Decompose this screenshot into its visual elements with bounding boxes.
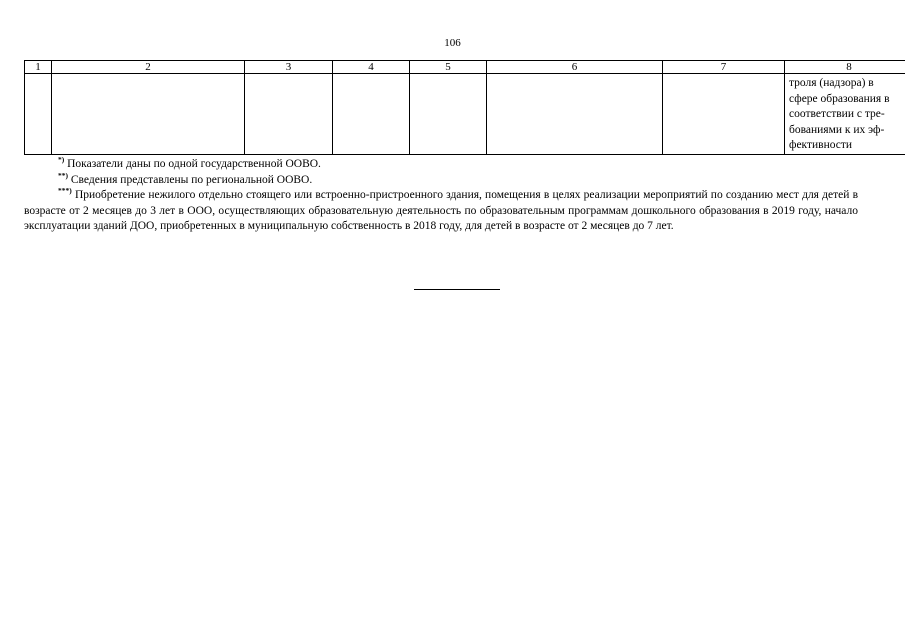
table-header-cell: 7 [663,61,785,74]
table-header-cell: 8 [785,61,905,74]
cell-text-line: троля (надзора) в [789,77,874,89]
cell-text-line: соответствии с тре- [789,108,885,121]
footnotes [24,155,858,235]
cell-text-line: бованиями к их эф- [789,123,885,136]
table-cell [245,74,333,155]
table-cell [25,74,52,155]
footnote-text: Показатели даны по одной государственной ООВО. [67,158,321,170]
table-header-row [25,61,905,74]
table-cell [410,74,487,155]
table-header-cell: 3 [245,61,333,74]
cell-text-line: фективности [789,139,853,152]
table-row [25,74,905,155]
table-header-cell: 2 [52,61,245,74]
footnote-2 [58,170,858,189]
data-table [24,60,905,155]
table-header-cell: 6 [487,61,663,74]
table-cell [52,74,245,155]
footnote-3 [24,188,858,235]
table-cell-col8 [785,74,905,155]
table-cell [487,74,663,155]
footnote-text: Приобретение нежилого отдельно стоящего или встроенно-пристроенного здания, помещения в целях реализации мероприятий по созданию мест для детей в возрасте от 2 месяцев до 3 лет в ООО, осуществляющих образовательную деятельность по образовательным программам дошкольного образования в 2019 году, начало эксплуатации зданий ДОО, приобретенных в муниципальную собственность в 2018 году, для детей в возрасте от 2 месяцев до 7 лет. [24,189,858,233]
page-number: 106 [444,37,461,49]
footnote-text: Сведения представлены по региональной ООВО. [70,173,313,186]
cell-text-line: сфере образования в [789,92,890,105]
footnote-mark: **) [58,170,68,180]
footnote-mark: *) [58,155,65,164]
footnote-1 [58,157,858,173]
separator-line [414,289,500,290]
table-header-cell: 5 [410,61,487,74]
footnote-mark: ***) [58,186,72,196]
table-header-cell: 1 [25,61,52,74]
table-cell [333,74,410,155]
table-cell [663,74,785,155]
table-header-cell: 4 [333,61,410,74]
